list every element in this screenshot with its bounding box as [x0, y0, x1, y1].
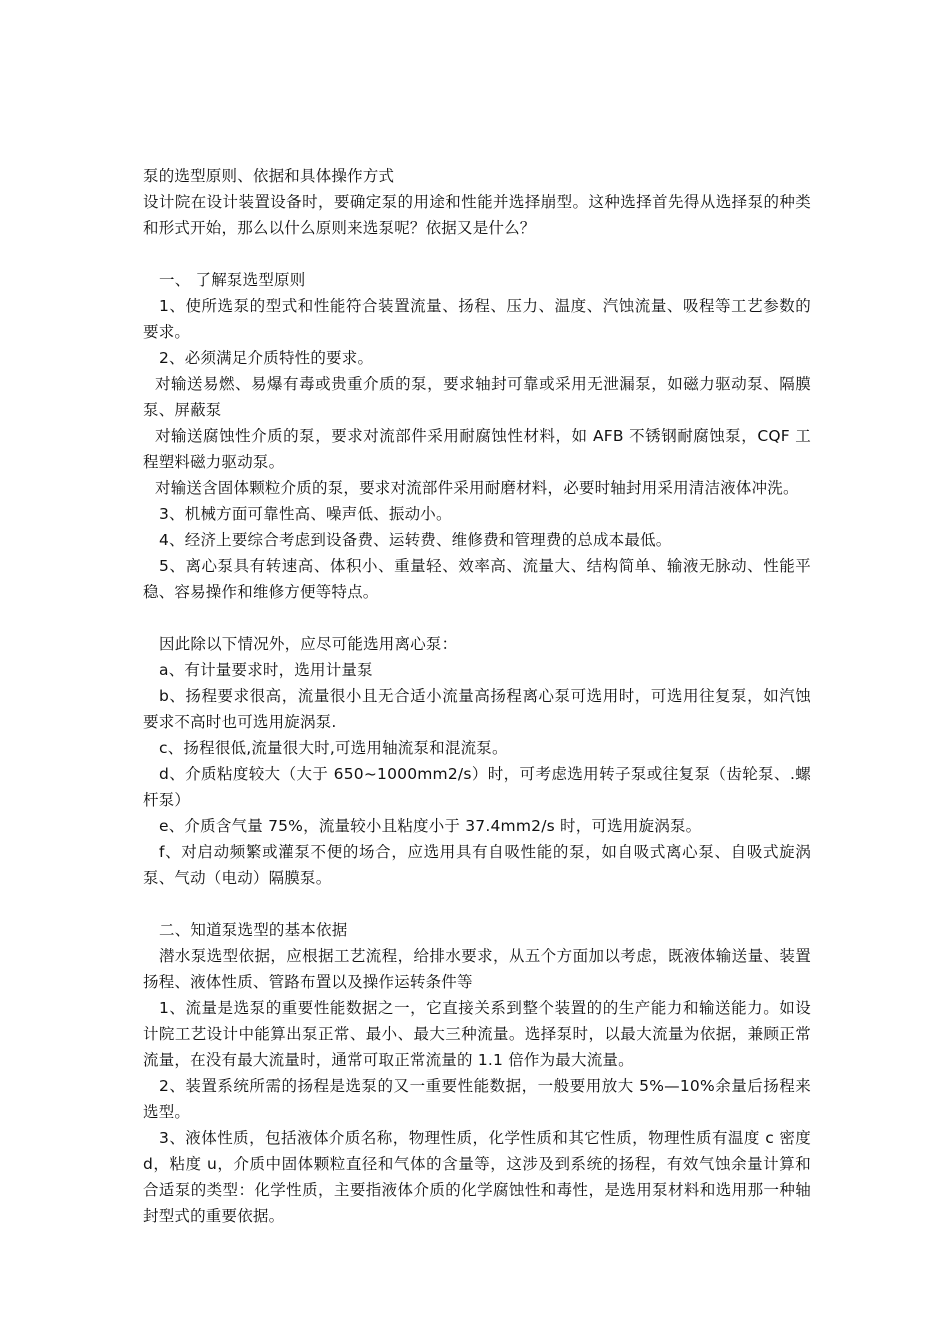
document-body — [143, 163, 811, 1229]
paragraph: 对输送易燃、易爆有毒或贵重介质的泵，要求轴封可靠或采用无泄漏泵，如磁力驱动泵、隔膜泵、屏蔽泵 — [143, 375, 811, 419]
paragraph: 3、液体性质，包括液体介质名称，物理性质，化学性质和其它性质，物理性质有温度 c 密度 d，粘度 u，介质中固体颗粒直径和气体的含量等，这涉及到系统的扬程，有效气蚀余量计算和合适泵的类型：化学性质，主要指液体介质的化学腐蚀性和毒性，是选用泵材料和选用那一种轴封型式的重要依据。 — [143, 1129, 811, 1225]
paragraph: 3、机械方面可靠性高、噪声低、振动小。 — [159, 505, 452, 523]
paragraph: 1、使所选泵的型式和性能符合装置流量、扬程、压力、温度、汽蚀流量、吸程等工艺参数的要求。 — [143, 297, 811, 341]
list-item: f、对启动频繁或灌泵不便的场合，应选用具有自吸性能的泵，如自吸式离心泵、自吸式旋涡泵、气动（电动）隔膜泵。 — [143, 843, 811, 887]
spacer — [143, 605, 811, 631]
paragraph: 潜水泵选型依据，应根据工艺流程，给排水要求，从五个方面加以考虑，既液体输送量、装置扬程、液体性质、管路布置以及操作运转条件等 — [143, 947, 811, 991]
paragraph: 2、必须满足介质特性的要求。 — [159, 349, 374, 367]
list-item: b、扬程要求很高，流量很小且无合适小流量高扬程离心泵可选用时，可选用往复泵，如汽蚀要求不高时也可选用旋涡泵. — [143, 687, 811, 731]
spacer — [143, 891, 811, 917]
intro-paragraph: 设计院在设计装置设备时，要确定泵的用途和性能并选择崩型。这种选择首先得从选择泵的种类和形式开始，那么以什么原则来选泵呢？依据又是什么？ — [143, 193, 811, 237]
section1b-lead: 因此除以下情况外，应尽可能选用离心泵： — [159, 635, 458, 653]
paragraph: 2、装置系统所需的扬程是选泵的又一重要性能数据，一般要用放大 5%—10%余量后扬程来选型。 — [143, 1077, 811, 1121]
list-item: d、介质粘度较大（大于 650~1000mm2/s）时，可考虑选用转子泵或往复泵（齿轮泵、.螺杆泵） — [143, 765, 811, 809]
section1-heading: 一、 了解泵选型原则 — [159, 271, 306, 289]
list-item: e、介质含气量 75%，流量较小且粘度小于 37.4mm2/s 时，可选用旋涡泵。 — [159, 817, 702, 835]
document-title: 泵的选型原则、依据和具体操作方式 — [143, 167, 395, 185]
paragraph: 4、经济上要综合考虑到设备费、运转费、维修费和管理费的总成本最低。 — [159, 531, 672, 549]
paragraph: 对输送含固体颗粒介质的泵，要求对流部件采用耐磨材料，必要时轴封用采用清洁液体冲洗。 — [155, 479, 799, 497]
list-item: a、有计量要求时，选用计量泵 — [159, 661, 373, 679]
paragraph: 对输送腐蚀性介质的泵，要求对流部件采用耐腐蚀性材料，如 AFB 不锈钢耐腐蚀泵，CQF 工程塑料磁力驱动泵。 — [143, 427, 811, 471]
spacer — [143, 241, 811, 267]
paragraph: 1、流量是选泵的重要性能数据之一，它直接关系到整个装置的的生产能力和输送能力。如设计院工艺设计中能算出泵正常、最小、最大三种流量。选择泵时，以最大流量为依据，兼顾正常流量，在没有最大流量时，通常可取正常流量的 1.1 倍作为最大流量。 — [143, 999, 811, 1069]
section2-heading: 二、知道泵选型的基本依据 — [159, 921, 348, 939]
list-item: c、扬程很低,流量很大时,可选用轴流泵和混流泵。 — [159, 739, 508, 757]
paragraph: 5、离心泵具有转速高、体积小、重量轻、效率高、流量大、结构简单、输液无脉动、性能平稳、容易操作和维修方便等特点。 — [143, 557, 811, 601]
